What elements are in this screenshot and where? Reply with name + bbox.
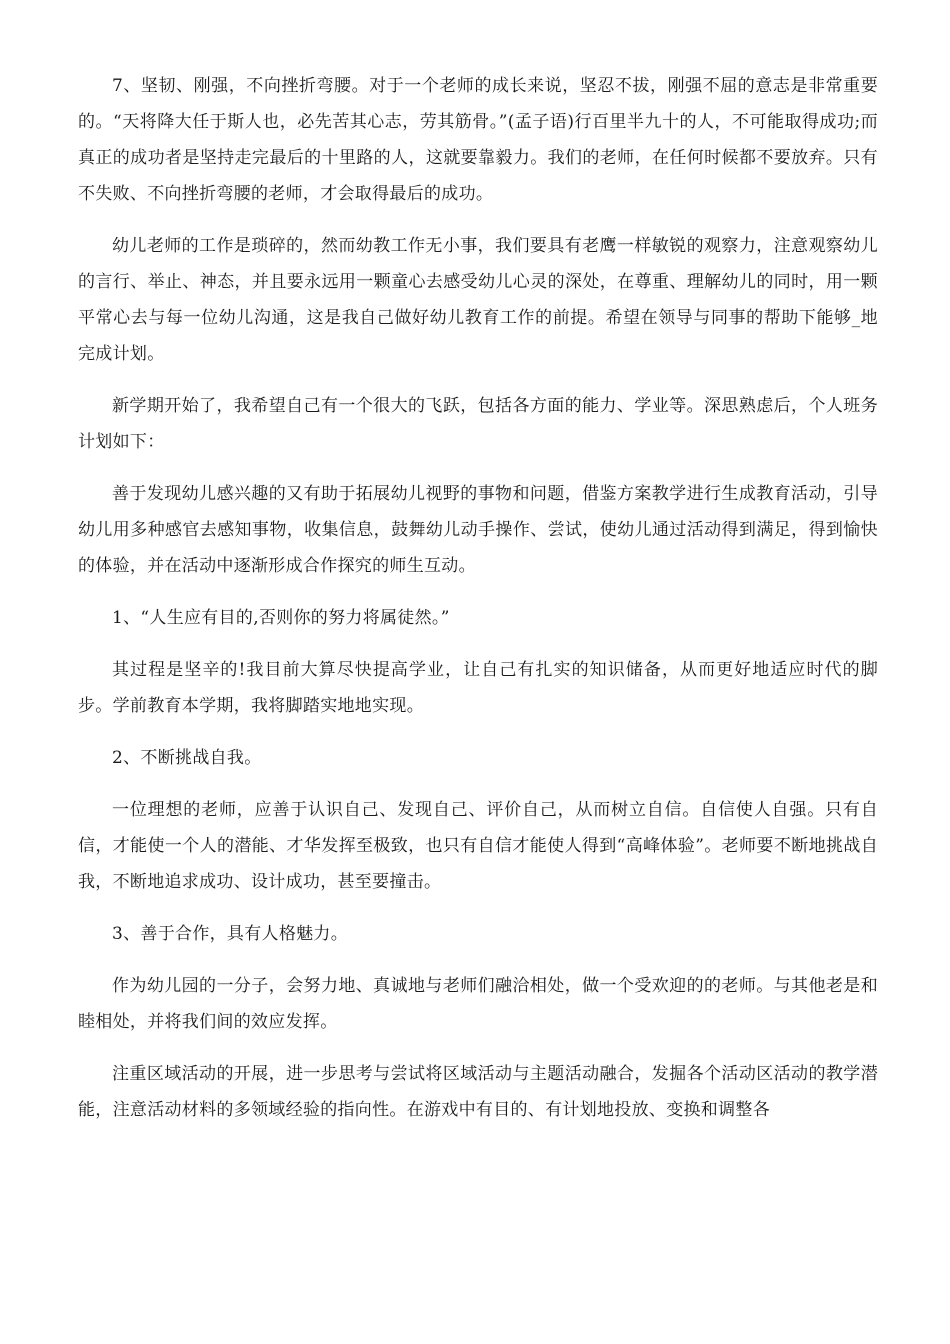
paragraph-5: 1、“人生应有目的,否则你的努力将属徒然。” bbox=[112, 608, 450, 628]
paragraph-11: 注重区域活动的开展，进一步思考与尝试将区域活动与主题活动融合，发掘各个活动区活动的教学潜能，注意活动材料的多领域经验的指向性。在游戏中有目的、有计划地投放、变换和调整各 bbox=[78, 1064, 878, 1120]
paragraph-2: 幼儿老师的工作是琐碎的，然而幼教工作无小事，我们要具有老鹰一样敏锐的观察力，注意观察幼儿的言行、举止、神态，并且要永远用一颗童心去感受幼儿心灵的深处，在尊重、理解幼儿的同时，用一颗平常心去与每一位幼儿沟通，这是我自己做好幼儿教育工作的前提。希望在领导与同事的帮助下能够_地完成计划。 bbox=[78, 236, 878, 364]
paragraph-3: 新学期开始了，我希望自己有一个很大的飞跃，包括各方面的能力、学业等。深思熟虑后，个人班务计划如下： bbox=[78, 396, 878, 452]
paragraph-1: 7、坚韧、刚强，不向挫折弯腰。对于一个老师的成长来说，坚忍不拔，刚强不屈的意志是非常重要的。“天将降大任于斯人也，必先苦其心志，劳其筋骨。”(孟子语)行百里半九十的人，不可能取得成功;而真正的成功者是坚持走完最后的十里路的人，这就要靠毅力。我们的老师，在任何时候都不要放弃。只有不失败、不向挫折弯腰的老师，才会取得最后的成功。 bbox=[78, 76, 878, 204]
document-page bbox=[78, 68, 878, 1144]
paragraph-6: 其过程是坚辛的!我目前大算尽快提高学业，让自己有扎实的知识储备，从而更好地适应时代的脚步。学前教育本学期，我将脚踏实地地实现。 bbox=[78, 660, 878, 716]
paragraph-7: 2、不断挑战自我。 bbox=[112, 748, 262, 768]
paragraph-4: 善于发现幼儿感兴趣的又有助于拓展幼儿视野的事物和问题，借鉴方案教学进行生成教育活动，引导幼儿用多种感官去感知事物，收集信息，鼓舞幼儿动手操作、尝试，使幼儿通过活动得到满足，得到愉快的体验，并在活动中逐渐形成合作探究的师生互动。 bbox=[78, 484, 878, 576]
paragraph-10: 作为幼儿园的一分子，会努力地、真诚地与老师们融洽相处，做一个受欢迎的的老师。与其他老是和睦相处，并将我们间的效应发挥。 bbox=[78, 976, 878, 1032]
paragraph-8: 一位理想的老师，应善于认识自己、发现自己、评价自己，从而树立自信。自信使人自强。只有自信，才能使一个人的潜能、才华发挥至极致，也只有自信才能使人得到“高峰体验”。老师要不断地挑战自我，不断地追求成功、设计成功，甚至要撞击。 bbox=[78, 800, 878, 892]
paragraph-9: 3、善于合作，具有人格魅力。 bbox=[112, 924, 349, 944]
